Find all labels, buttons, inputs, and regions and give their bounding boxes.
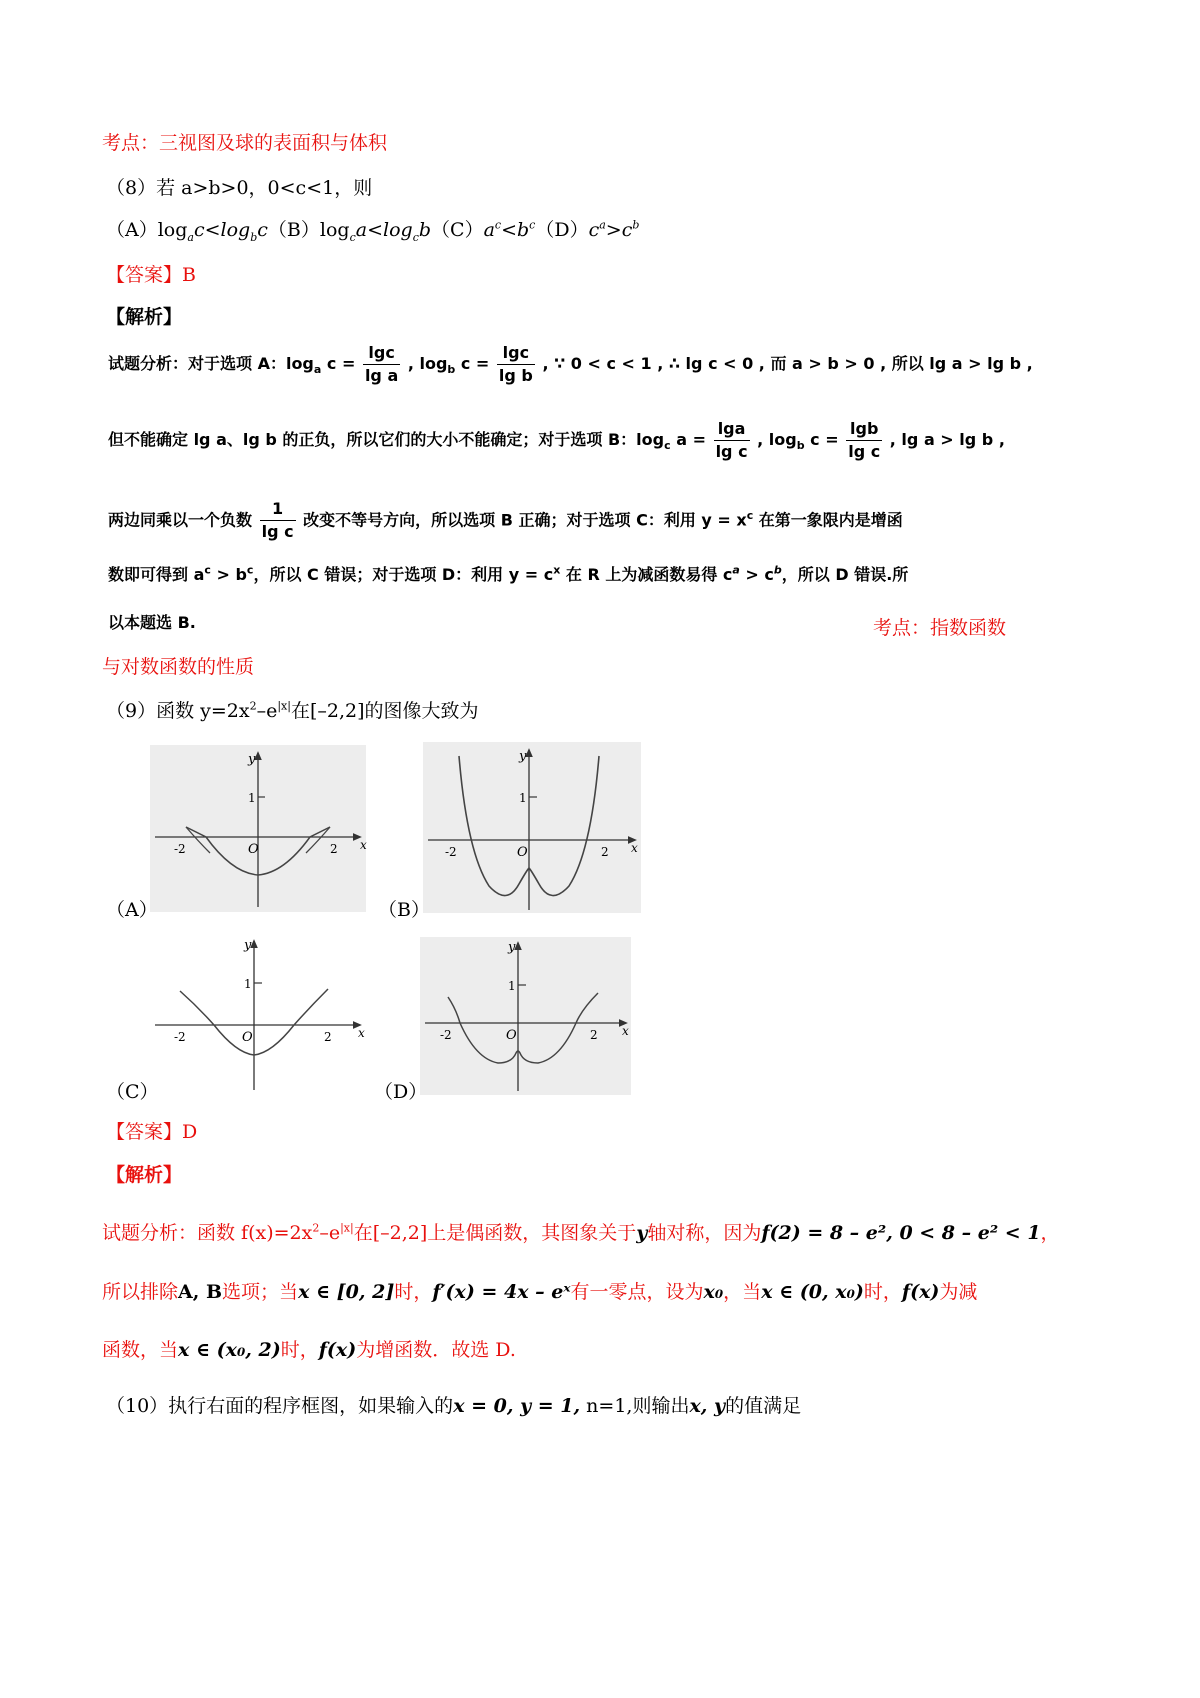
label-pos2: 2 xyxy=(601,845,609,859)
kaodian-right: 考点：指数函数 xyxy=(873,617,1007,639)
label-pos2: 2 xyxy=(324,1030,332,1044)
label-origin: O xyxy=(248,842,259,857)
opt-c: $(C)a^c<b^c$ xyxy=(431,218,536,241)
q8-answer: 【答案】B xyxy=(106,264,196,286)
q10-stem: （10）执行右面的程序框图，如果输入的x = 0, y = 1, n=1,则输出x, y的值满足 xyxy=(106,1395,802,1417)
kaodian-continued: 与对数函数的性质 xyxy=(102,656,255,678)
graph-d-svg xyxy=(420,937,631,1095)
graph-a-svg xyxy=(150,745,366,912)
q9-stem: （9）函数 $y=2x^2-e^{|x|}$在[–2,2]的图像大致为 xyxy=(106,699,479,722)
fraction: $\frac{\lg c}{\text{lg a}}$ xyxy=(364,343,399,385)
label-c: （C） xyxy=(106,1081,159,1103)
label-neg2: -2 xyxy=(445,845,457,859)
label-y: y xyxy=(248,752,256,767)
label-y: y xyxy=(244,938,252,953)
q8-stem: （8）若 a>b>0，0<c<1，则 xyxy=(106,177,373,199)
q9-analysis-line-2: 所以排除A, B选项；当x ∈ [0, 2]时，f′(x) = 4x – eˣ有一零点，设为x₀，当x ∈ (0, x₀)时，f(x)为减 xyxy=(102,1281,978,1303)
graph-a xyxy=(150,745,366,912)
graph-d xyxy=(420,937,631,1095)
opt-a: $(A)\log_ac<\log_bc$ xyxy=(106,219,268,244)
label-pos2: 2 xyxy=(330,842,338,856)
q8-analysis-line-5: 以本题选 B. xyxy=(108,613,196,632)
q9-analysis-line-1: 试题分析：函数 $f(x)=2x^2-e^{|x|}$在[–2,2]上是偶函数，其图象关于y轴对称，因为f(2) = 8 – e², 0 < 8 – e² < 1， xyxy=(102,1221,1060,1244)
opt-d: $(D)c^a>c^b$ xyxy=(535,218,640,241)
graph-c xyxy=(150,935,366,1095)
label-x: x xyxy=(360,838,367,852)
q8-analysis-line-4: 数即可得到 $a^c > b^c$，所以 C 错误；对于选项 D：利用 $y = c^x$ 在 R 上为减函数易得 $c^a > c^b$，所以 D 错误.所 xyxy=(108,563,909,584)
label-one: 1 xyxy=(248,791,256,805)
label-neg2: -2 xyxy=(174,1030,186,1044)
graph-b xyxy=(423,742,641,913)
label-x: x xyxy=(631,841,638,855)
label-origin: O xyxy=(506,1028,517,1043)
label-one: 1 xyxy=(508,979,516,993)
fraction: $\frac{\lg b}{\text{lg c}}$ xyxy=(848,419,881,461)
opt-b: $(B)\log_ca<\log_cb$ xyxy=(267,219,432,244)
q9-analysis-line-3: 函数，当x ∈ (x₀, 2)时，f(x)为增函数．故选 D. xyxy=(102,1339,516,1361)
label-neg2: -2 xyxy=(174,842,186,856)
label-origin: O xyxy=(242,1030,253,1045)
curve xyxy=(448,993,598,1063)
label-neg2: -2 xyxy=(440,1028,452,1042)
fraction: $\frac{\lg a}{\text{lg c}}$ xyxy=(715,419,748,461)
q9-answer: 【答案】D xyxy=(106,1121,198,1143)
kaodian-prev: 考点：三视图及球的表面积与体积 xyxy=(102,132,388,154)
label-y: y xyxy=(519,749,527,764)
label-x: x xyxy=(358,1026,365,1040)
label-one: 1 xyxy=(244,977,252,991)
q8-analysis-line-3: 两边同乘以一个负数 $\frac{1}{\text{lg c}}$ 改变不等号方向，所以选项 B 正确；对于选项 C：利用 $y = x^c$ 在第一象限内是增函 xyxy=(108,499,903,542)
fraction: $\frac{\lg c}{\text{lg b}}$ xyxy=(498,343,533,385)
graph-c-svg xyxy=(150,935,366,1095)
fraction: $\frac{1}{\text{lg c}}$ xyxy=(261,499,294,542)
label-origin: O xyxy=(517,845,528,860)
label-x: x xyxy=(622,1024,629,1038)
label-one: 1 xyxy=(519,791,527,805)
q8-analysis-line-2: 但不能确定 lg a、lg b 的正负，所以它们的大小不能确定；对于选项 B：$\log_c a$ = $\frac{\lg a}{\text{lg c}}$ , $\log_b c$ = $\frac{\lg b}{\text{lg c}}$ , lg a > lg b , xyxy=(108,419,1005,461)
q8-options xyxy=(106,215,639,244)
graph-b-svg xyxy=(423,742,641,913)
q9-jiexi-heading: 【解析】 xyxy=(106,1164,183,1186)
label-pos2: 2 xyxy=(590,1028,598,1042)
label-a: （A） xyxy=(106,899,158,921)
label-b: （B） xyxy=(378,899,430,921)
label-d: （D） xyxy=(374,1081,428,1103)
q8-analysis-line-1: 试题分析：对于选项 A：$\log_a c$ = $\frac{\lg c}{\text{lg a}}$ , $\log_b c$ = $\frac{\lg c}{\text{lg b}}$ , ∵ 0 < c < 1 , ∴ lg c < 0 , 而 a > b > 0 , 所以 lg a > lg b , xyxy=(108,343,1033,385)
label-y: y xyxy=(508,940,516,955)
q8-jiexi-heading: 【解析】 xyxy=(106,306,183,328)
